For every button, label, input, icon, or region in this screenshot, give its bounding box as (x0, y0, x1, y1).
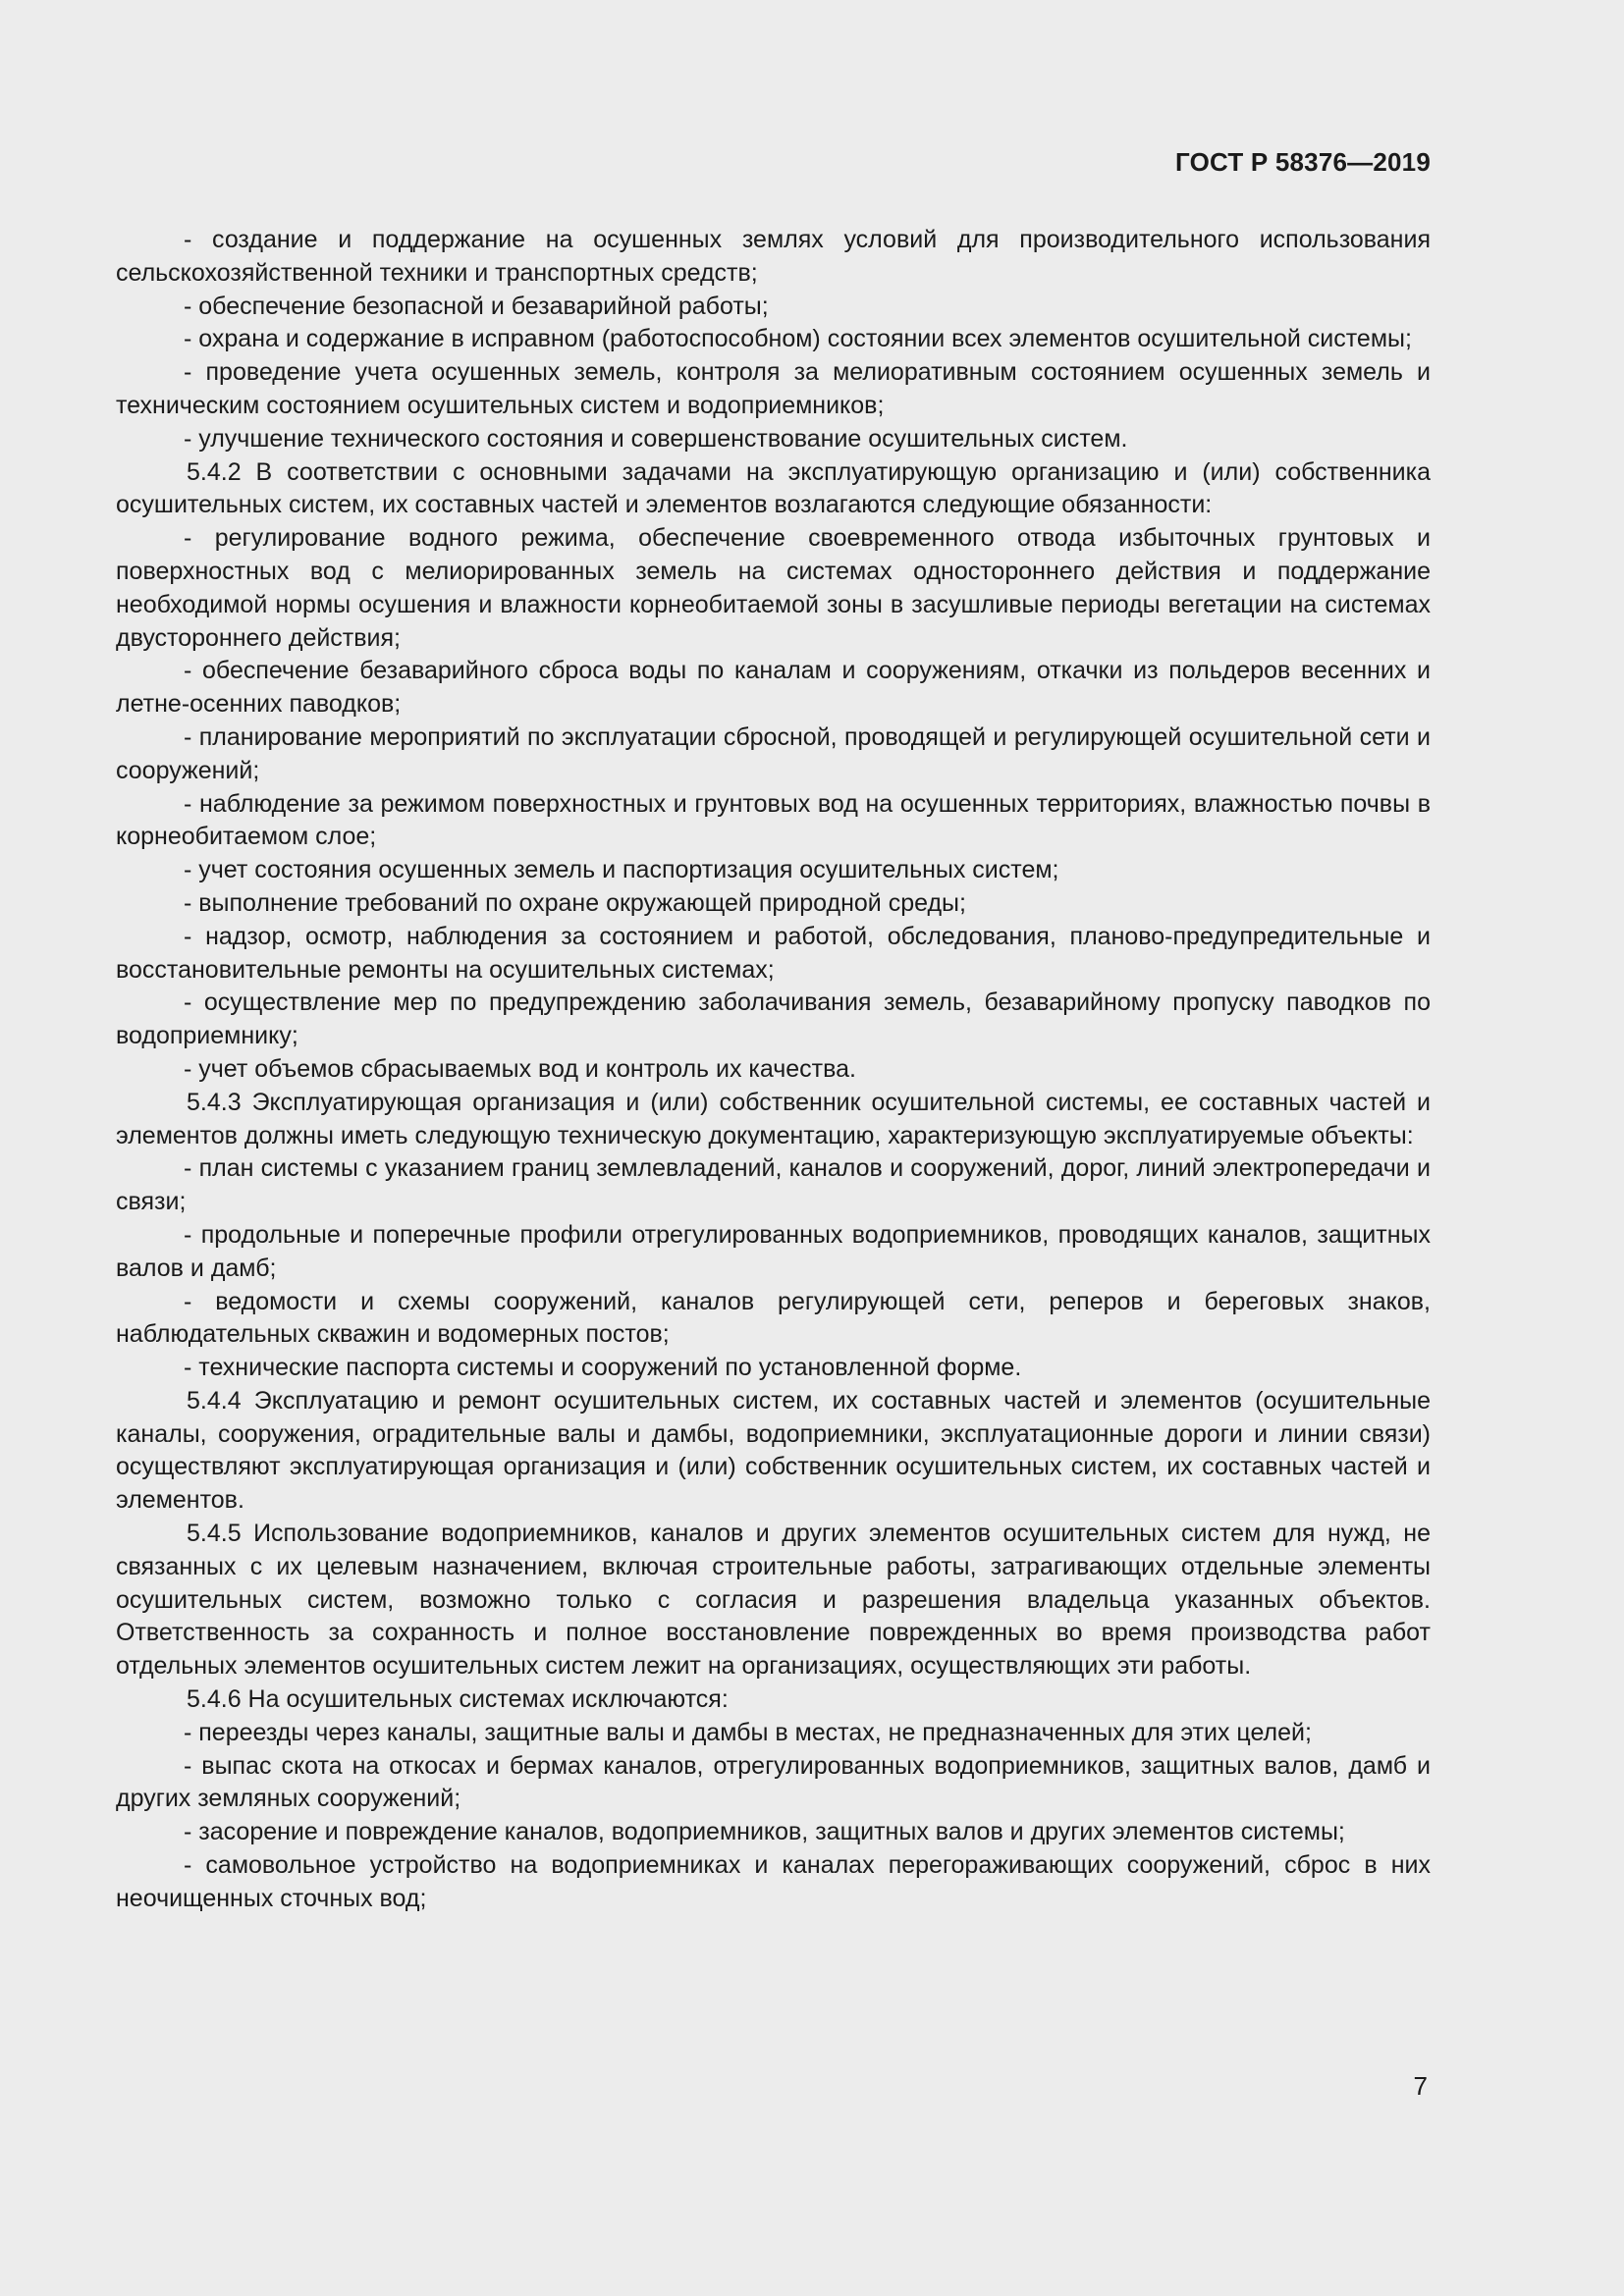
list-item: - обеспечение безопасной и безаварийной работы; (184, 292, 769, 320)
list-item: - засорение и повреждение каналов, водоприемников, защитных валов и других элементов системы; (184, 1818, 1345, 1846)
list-item: - продольные и поперечные профили отрегулированных водоприемников, проводящих каналов, защитных валов и дамб; (116, 1220, 1431, 1282)
clause-paragraph: 5.4.2 В соответствии с основными задачами на эксплуатирующую организацию и (или) собственника осушительных систем, их составных частей и элементов возлагаются следующие обязанности: (116, 457, 1431, 519)
list-item: - планирование мероприятий по эксплуатации сбросной, проводящей и регулирующей осушительной сети и сооружений; (116, 722, 1431, 784)
page-number: 7 (1413, 2071, 1428, 2101)
clause-paragraph: 5.4.5 Использование водоприемников, каналов и других элементов осушительных систем для нужд, не связанных с их целевым назначением, включая строительные работы, затрагивающих отдельные элементы осушительных систем, возможно только с согласия и разрешения владельца указанных объектов. Ответственность за сохранность и полное восстановление поврежденных во время производства работ отдельных элементов осушительных систем лежит на организациях, осуществляющих эти работы. (116, 1520, 1431, 1681)
list-item: - улучшение технического состояния и совершенствование осушительных систем. (184, 424, 1128, 453)
list-item: - технические паспорта системы и сооружений по установленной форме. (184, 1354, 1022, 1382)
standard-header: ГОСТ Р 58376—2019 (1175, 147, 1431, 177)
clause-paragraph: 5.4.4 Эксплуатацию и ремонт осушительных систем, их составных частей и элементов (осушительные каналы, сооружения, оградительные валы и дамбы, водоприемники, эксплуатационные дороги и линии связи) осуществляют эксплуатирующая организация и (или) собственник осушительных систем, их составных частей и элементов. (116, 1386, 1431, 1515)
list-item: - выпас скота на откосах и бермах каналов, отрегулированных водоприемников, защитных валов, дамб и других земляных сооружений; (116, 1751, 1431, 1813)
list-item: - наблюдение за режимом поверхностных и грунтовых вод на осушенных территориях, влажностью почвы в корнеобитаемом слое; (116, 789, 1431, 851)
document-body (116, 224, 1431, 1916)
clause-paragraph: 5.4.3 Эксплуатирующая организация и (или) собственник осушительной системы, ее составных частей и элементов должны иметь следующую техническую документацию, характеризующую эксплуатируемые объекты: (116, 1088, 1431, 1149)
list-item: - осуществление мер по предупреждению заболачивания земель, безаварийному пропуску паводков по водоприемнику; (116, 988, 1431, 1050)
list-item: - создание и поддержание на осушенных землях условий для производительного использования сельскохозяйственной техники и транспортных средств; (116, 226, 1431, 287)
clause-paragraph: 5.4.6 На осушительных системах исключаются: (187, 1685, 729, 1714)
list-item: - переезды через каналы, защитные валы и дамбы в местах, не предназначенных для этих целей; (184, 1718, 1312, 1746)
list-item: - надзор, осмотр, наблюдения за состоянием и работой, обследования, планово-предупредительные и восстановительные ремонты на осушительных системах; (116, 922, 1431, 984)
list-item: - обеспечение безаварийного сброса воды по каналам и сооружениям, откачки из польдеров весенних и летне-осенних паводков; (116, 657, 1431, 719)
list-item: - учет объемов сбрасываемых вод и контроль их качества. (184, 1054, 856, 1083)
list-item: - выполнение требований по охране окружающей природной среды; (184, 888, 966, 917)
list-item: - самовольное устройство на водоприемниках и каналах перегораживающих сооружений, сброс в них неочищенных сточных вод; (116, 1851, 1431, 1912)
list-item: - регулирование водного режима, обеспечение своевременного отвода избыточных грунтовых и поверхностных вод с мелиорированных земель на системах одностороннего действия и поддержание необходимой нормы осушения и влажности корнеобитаемой зоны в засушливые периоды вегетации на системах двустороннего действия; (116, 524, 1431, 652)
list-item: - проведение учета осушенных земель, контроля за мелиоративным состоянием осушенных земель и техническим состоянием осушительных систем и водоприемников; (116, 358, 1431, 419)
list-item: - охрана и содержание в исправном (работоспособном) состоянии всех элементов осушительной системы; (184, 325, 1412, 353)
list-item: - ведомости и схемы сооружений, каналов регулирующей сети, реперов и береговых знаков, наблюдательных скважин и водомерных постов; (116, 1287, 1431, 1349)
list-item: - план системы с указанием границ землевладений, каналов и сооружений, дорог, линий электропередачи и связи; (116, 1154, 1431, 1216)
list-item: - учет состояния осушенных земель и паспортизация осушительных систем; (184, 856, 1059, 884)
